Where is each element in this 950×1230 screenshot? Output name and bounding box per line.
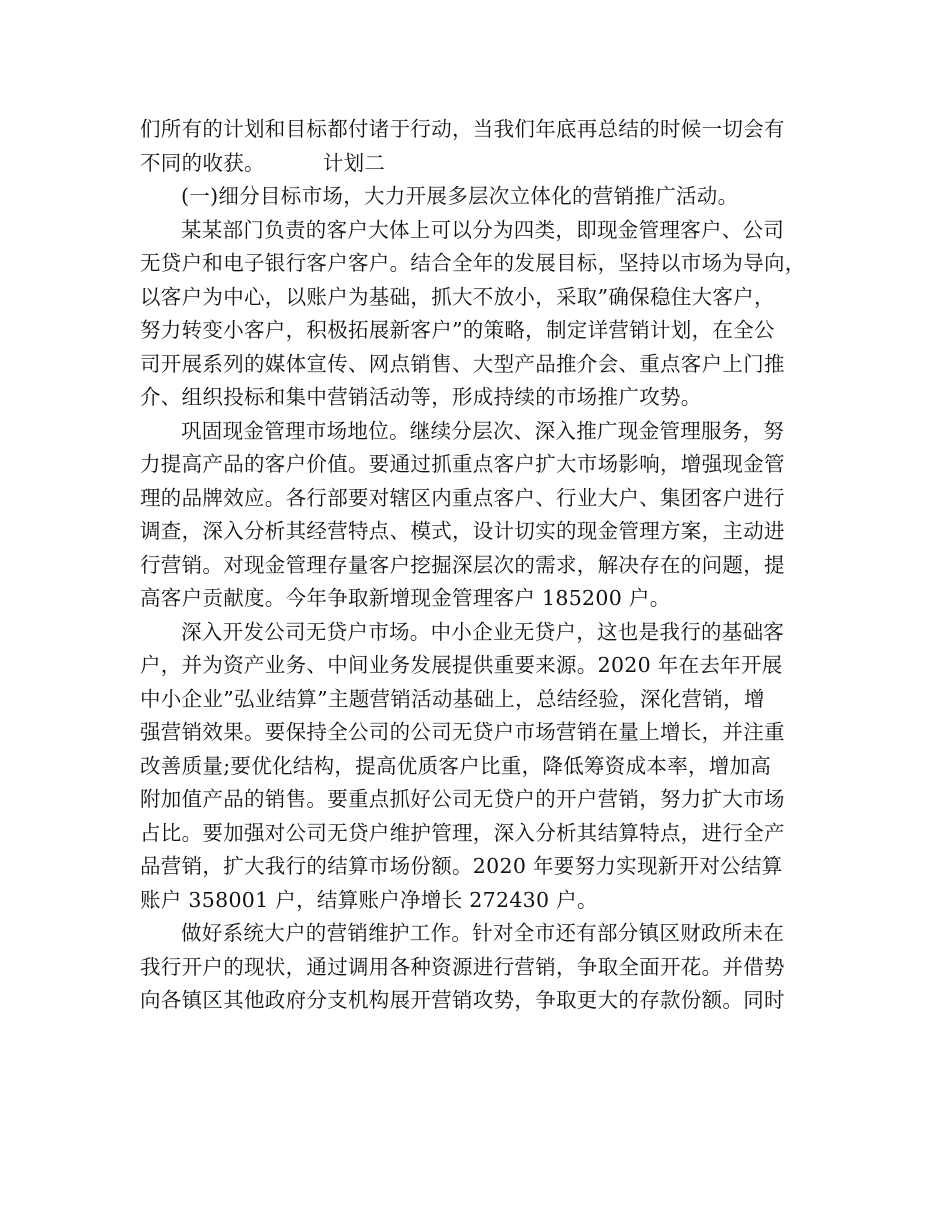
text-line: 深入开发公司无贷户市场。中小企业无贷户，这也是我行的基础客	[181, 619, 785, 644]
text-line: 们所有的计划和目标都付诸于行动，当我们年底再总结的时候一切会有	[140, 117, 785, 141]
text-line: 做好系统大户的营销维护工作。针对全市还有部分镇区财政所未在	[181, 921, 785, 945]
text-line: 行营销。对现金管理存量客户挖掘深层次的需求，解决存在的问题，提	[140, 552, 785, 577]
text-line: 品营销，扩大我行的结算市场份额。2020 年要努力实现新开对公结算	[140, 854, 783, 878]
text-line	[140, 147, 820, 181]
subsection-heading: (一)细分目标市场，大力开展多层次立体化的营销推广活动。	[181, 184, 739, 208]
text-line: 改善质量;要优化结构，提高优质客户比重，降低筹资成本率，增加高	[140, 753, 772, 778]
text-line: 附加值产品的销售。要重点抓好公司无贷户的开户营销，努力扩大市场	[140, 787, 785, 811]
text-line: 占比。要加强对公司无贷户维护管理，深入分析其结算特点，进行全产	[140, 820, 785, 845]
text-line: 某某部门负责的客户大体上可以分为四类，即现金管理客户、公司	[181, 217, 785, 242]
text-line: 无贷户和电子银行客户客户。结合全年的发展目标，坚持以市场为导向，	[140, 251, 806, 275]
text-line: 户，并为资产业务、中间业务发展提供重要来源。2020 年在去年开展	[140, 653, 783, 677]
paragraph-6	[140, 917, 820, 1018]
text-line: 高客户贡献度。今年争取新增现金管理客户 185200 户。	[140, 586, 671, 610]
text-line: 介、组织投标和集中营销活动等，形成持续的市场推广攻势。	[140, 385, 702, 409]
paragraph-3	[140, 214, 820, 415]
text-line: 中小企业”弘业结算”主题营销活动基础上，总结经验，深化营销，增	[140, 686, 765, 711]
paragraph-1	[140, 113, 820, 180]
text-line: 强营销效果。要保持全公司的公司无贷户市场营销在量上增长，并注重	[140, 720, 785, 744]
text-line: 向各镇区其他政府分支机构展开营销攻势，争取更大的存款份额。同时	[140, 988, 785, 1012]
text-line: 巩固现金管理市场地位。继续分层次、深入推广现金管理服务，努	[181, 418, 785, 443]
text-line: 调查，深入分析其经营特点、模式，设计切实的现金管理方案，主动进	[140, 519, 785, 543]
section-heading: 计划二	[322, 150, 386, 175]
text-line: 努力转变小客户，积极拓展新客户”的策略，制定详营销计划，在全公	[140, 318, 775, 342]
paragraph-4	[140, 415, 820, 616]
paragraph-5	[140, 616, 820, 918]
text-line: 理的品牌效应。各行部要对辖区内重点客户、行业大户、集团客户进行	[140, 485, 785, 510]
closing-text: 不同的收获。	[140, 150, 265, 175]
document-body	[140, 113, 820, 1018]
text-line: 力提高产品的客户价值。要通过抓重点客户扩大市场影响，增强现金管	[140, 452, 785, 476]
text-line: 我行开户的现状，通过调用各种资源进行营销，争取全面开花。并借势	[140, 954, 785, 979]
text-line: 以客户为中心，以账户为基础，抓大不放小，采取”确保稳住大客户，	[140, 284, 775, 309]
text-line: 司开展系列的媒体宣传、网点销售、大型产品推介会、重点客户上门推	[140, 351, 785, 376]
paragraph-2	[140, 180, 820, 214]
text-line: 账户 358001 户，结算账户净增长 272430 户。	[140, 887, 598, 912]
